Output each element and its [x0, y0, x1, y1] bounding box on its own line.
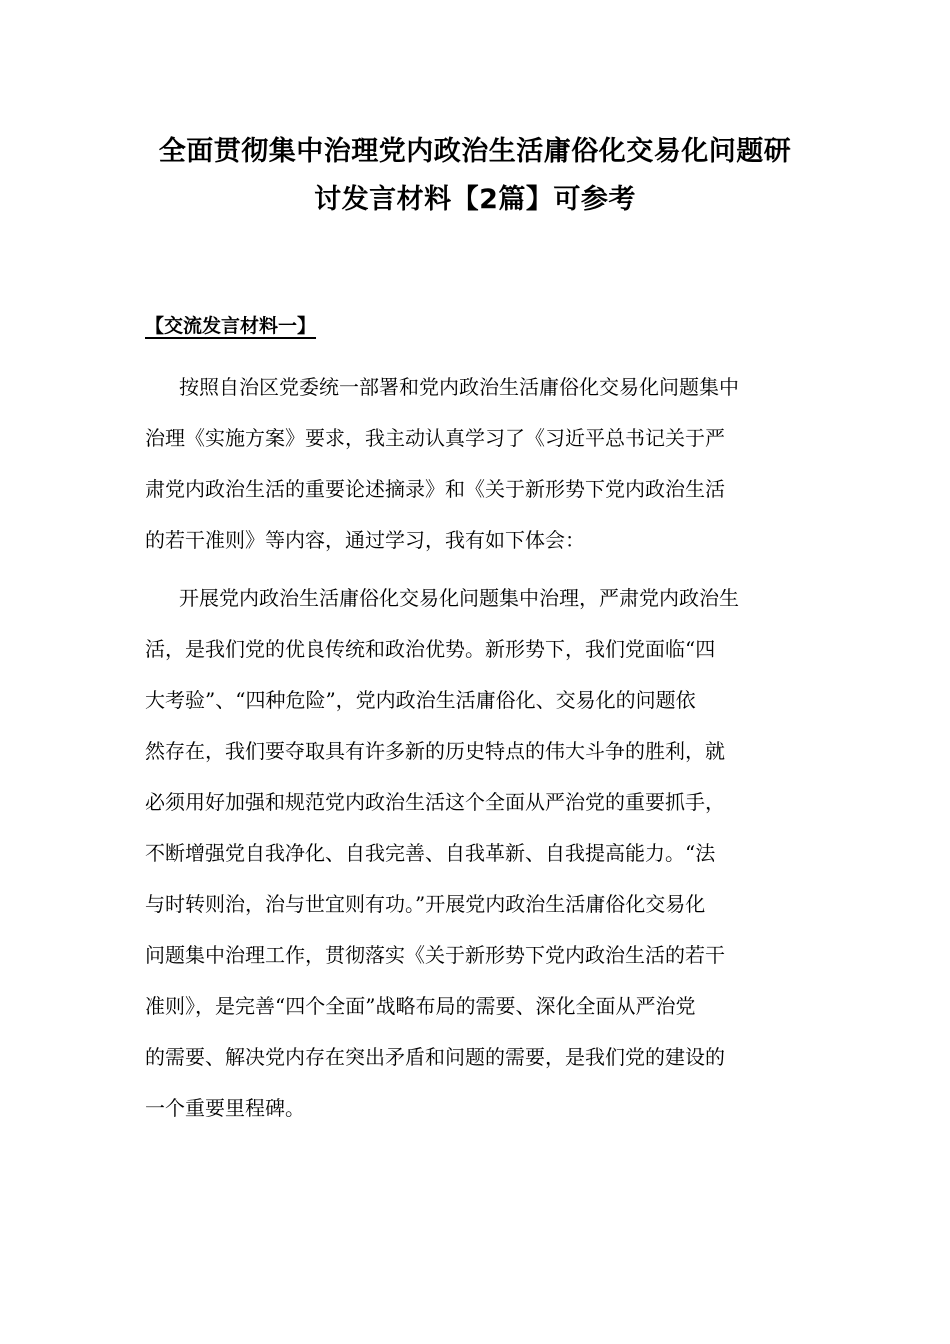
paragraph-line: 的若干准则》等内容，通过学习，我有如下体会： [145, 528, 585, 552]
paragraph-line: 肃党内政治生活的重要论述摘录》和《关于新形势下党内政治生活 [145, 477, 725, 501]
title-line: 全面贯彻集中治理党内政治生活庸俗化交易化问题研 [158, 136, 792, 167]
title-line: 讨发言材料【2篇】可参考 [314, 184, 636, 215]
body-paragraph [145, 583, 810, 1144]
paragraph-line: 必须用好加强和规范党内政治生活这个全面从严治党的重要抓手， [145, 790, 725, 814]
body-paragraph [145, 372, 810, 576]
section-heading: 【交流发言材料一】 [145, 315, 317, 337]
paragraph-line: 治理《实施方案》要求，我主动认真学习了《习近平总书记关于严 [145, 426, 725, 450]
paragraph-line: 准则》，是完善“四个全面”战略布局的需要、深化全面从严治党 [145, 994, 696, 1018]
paragraph-line: 与时转则治，治与世宜则有功。”开展党内政治生活庸俗化交易化 [145, 892, 706, 916]
paragraph-line: 不断增强党自我净化、自我完善、自我革新、自我提高能力。“法 [145, 841, 716, 865]
document-title [120, 128, 830, 224]
paragraph-line: 一个重要里程碑。 [145, 1096, 305, 1120]
paragraph-line: 问题集中治理工作，贯彻落实《关于新形势下党内政治生活的若干 [145, 943, 725, 967]
paragraph-line: 按照自治区党委统一部署和党内政治生活庸俗化交易化问题集中 [179, 375, 739, 399]
paragraph-line: 的需要、解决党内存在突出矛盾和问题的需要，是我们党的建设的 [145, 1045, 725, 1069]
paragraph-line: 大考验”、“四种危险”，党内政治生活庸俗化、交易化的问题依 [145, 688, 696, 712]
paragraph-line: 活，是我们党的优良传统和政治优势。新形势下，我们党面临“四 [145, 637, 716, 661]
paragraph-line: 然存在，我们要夺取具有许多新的历史特点的伟大斗争的胜利，就 [145, 739, 725, 763]
paragraph-line: 开展党内政治生活庸俗化交易化问题集中治理，严肃党内政治生 [179, 586, 739, 610]
